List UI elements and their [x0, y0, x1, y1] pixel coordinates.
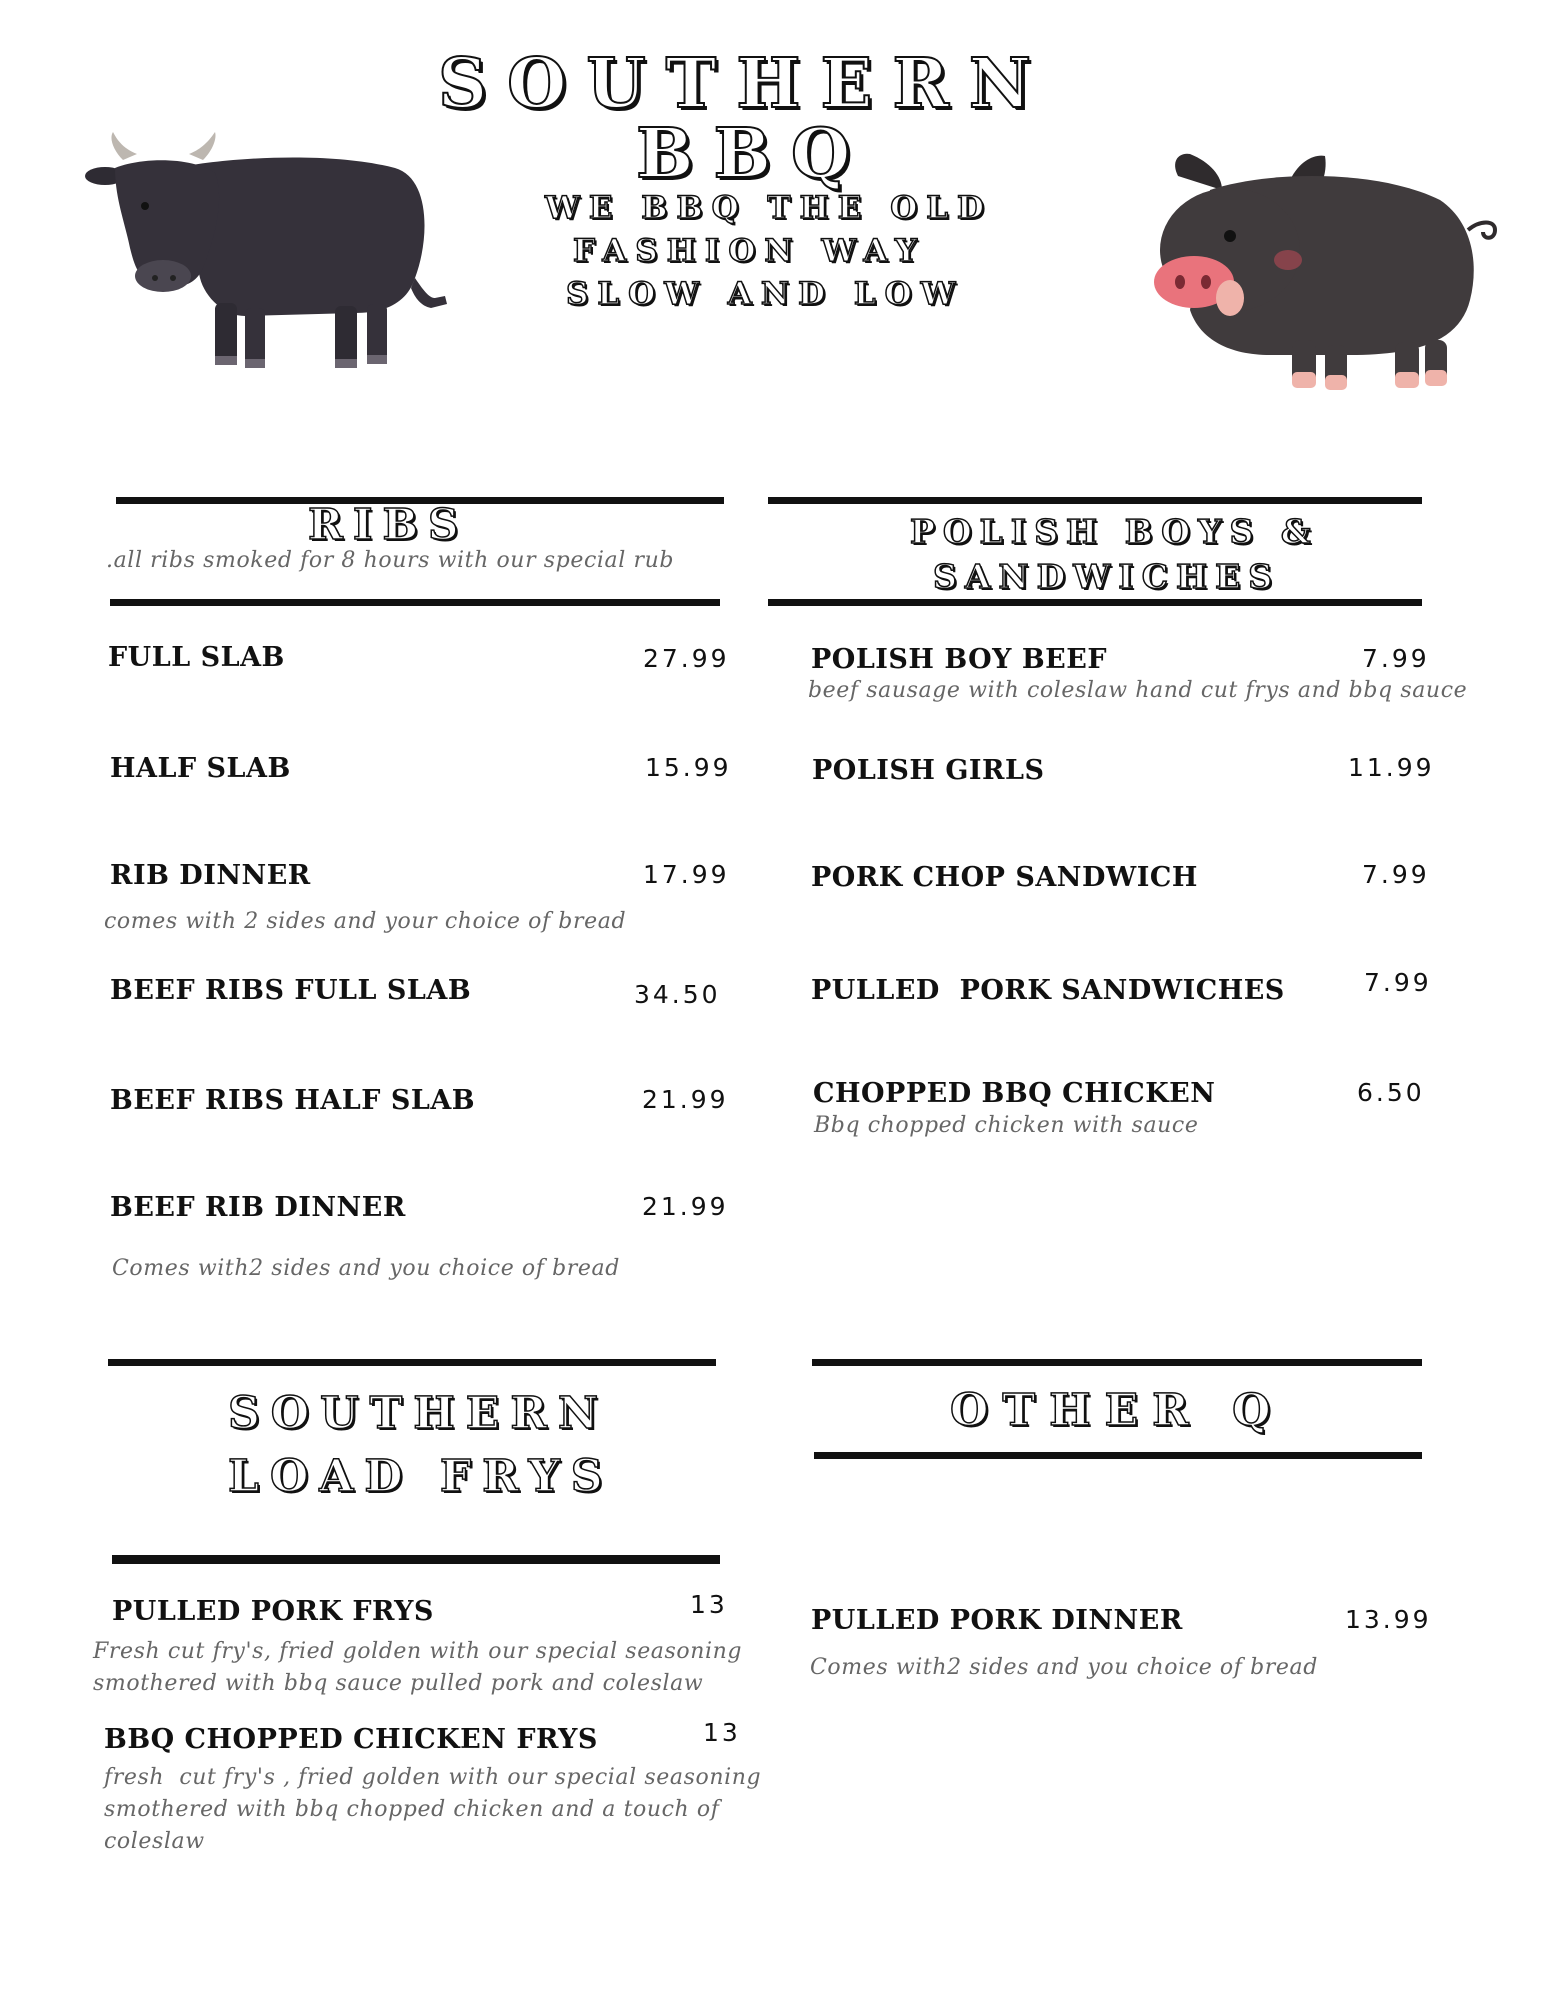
price-full-slab: 27.99	[643, 644, 730, 673]
other-heading: OTHER Q	[950, 1385, 1285, 1436]
price-pulled-pork-dinner: 13.99	[1345, 1605, 1432, 1634]
menu-item-beef-ribs-half-slab: BEEF RIBS HALF SLAB	[110, 1085, 476, 1116]
price-pork-chop-sandwich: 7.99	[1362, 860, 1430, 889]
ribs-heading: RIBS	[308, 500, 469, 549]
desc-bbq-chopped-chicken-frys-line2: smothered with bbq chopped chicken and a touch of	[104, 1797, 720, 1822]
tagline-line1: WE BBQ THE OLD	[545, 190, 993, 226]
price-polish-boy-beef: 7.99	[1362, 644, 1430, 673]
desc-pulled-pork-frys-line2: smothered with bbq sauce pulled pork and coleslaw	[93, 1671, 704, 1696]
price-pulled-pork-sandwiches: 7.99	[1364, 968, 1432, 997]
menu-item-beef-ribs-full-slab: BEEF RIBS FULL SLAB	[110, 975, 472, 1006]
polish-bottom-rule	[768, 599, 1422, 606]
menu-item-chopped-bbq-chicken: CHOPPED BBQ CHICKEN	[813, 1078, 1216, 1109]
tagline-line2: FASHION WAY	[573, 233, 927, 269]
menu-item-bbq-chopped-chicken-frys: BBQ CHOPPED CHICKEN FRYS	[104, 1724, 598, 1755]
price-bbq-chopped-chicken-frys: 13	[703, 1718, 741, 1747]
polish-heading-line1: POLISH BOYS &	[910, 512, 1319, 551]
desc-bbq-chopped-chicken-frys-line1: fresh cut fry's , fried golden with our special seasoning	[104, 1765, 762, 1790]
price-beef-ribs-half-slab: 21.99	[642, 1085, 729, 1114]
tagline-line3: SLOW AND LOW	[566, 276, 965, 312]
desc-pulled-pork-frys-line1: Fresh cut fry's, fried golden with our special seasoning	[93, 1639, 743, 1664]
restaurant-title-line2: BBQ	[636, 114, 871, 194]
price-half-slab: 15.99	[645, 753, 732, 782]
menu-item-beef-rib-dinner: BEEF RIB DINNER	[110, 1192, 406, 1223]
menu-item-polish-girls: POLISH GIRLS	[812, 755, 1045, 786]
menu-item-pork-chop-sandwich: PORK CHOP SANDWICH	[811, 862, 1198, 893]
desc-rib-dinner: comes with 2 sides and your choice of bread	[104, 909, 627, 934]
ribs-note: .all ribs smoked for 8 hours with our special rub	[106, 548, 675, 573]
price-rib-dinner: 17.99	[643, 860, 730, 889]
menu-item-rib-dinner: RIB DINNER	[110, 860, 311, 891]
desc-pulled-pork-dinner: Comes with2 sides and you choice of bread	[810, 1655, 1318, 1680]
frys-top-rule	[108, 1359, 716, 1366]
desc-chopped-bbq-chicken: Bbq chopped chicken with sauce	[814, 1113, 1199, 1138]
polish-top-rule	[768, 497, 1422, 504]
menu-item-pulled-pork-dinner: PULLED PORK DINNER	[811, 1605, 1183, 1636]
menu-item-polish-boy-beef: POLISH BOY BEEF	[811, 644, 1108, 675]
restaurant-title-line1: SOUTHERN	[438, 44, 1051, 124]
desc-polish-boy-beef: beef sausage with coleslaw hand cut frys and bbq sauce	[808, 678, 1468, 703]
menu-item-pulled-pork-sandwiches: PULLED PORK SANDWICHES	[811, 975, 1285, 1006]
price-beef-ribs-full-slab: 34.50	[634, 980, 721, 1009]
frys-bottom-rule	[112, 1555, 720, 1564]
pig-illustration	[1150, 150, 1520, 400]
frys-heading-line2: LOAD FRYS	[228, 1451, 614, 1502]
frys-heading-line1: SOUTHERN	[228, 1388, 610, 1439]
desc-bbq-chopped-chicken-frys-line3: coleslaw	[104, 1829, 205, 1854]
other-bottom-rule	[814, 1452, 1422, 1459]
menu-item-full-slab: FULL SLAB	[108, 642, 285, 673]
menu-item-pulled-pork-frys: PULLED PORK FRYS	[112, 1596, 434, 1627]
cow-illustration	[85, 128, 455, 378]
price-chopped-bbq-chicken: 6.50	[1357, 1078, 1425, 1107]
menu-item-half-slab: HALF SLAB	[110, 753, 291, 784]
polish-heading-line2: SANDWICHES	[933, 557, 1281, 596]
desc-beef-rib-dinner: Comes with2 sides and you choice of bread	[112, 1256, 620, 1281]
price-polish-girls: 11.99	[1348, 753, 1435, 782]
price-pulled-pork-frys: 13	[690, 1590, 728, 1619]
ribs-bottom-rule	[110, 599, 720, 606]
other-top-rule	[812, 1359, 1422, 1366]
price-beef-rib-dinner: 21.99	[642, 1192, 729, 1221]
